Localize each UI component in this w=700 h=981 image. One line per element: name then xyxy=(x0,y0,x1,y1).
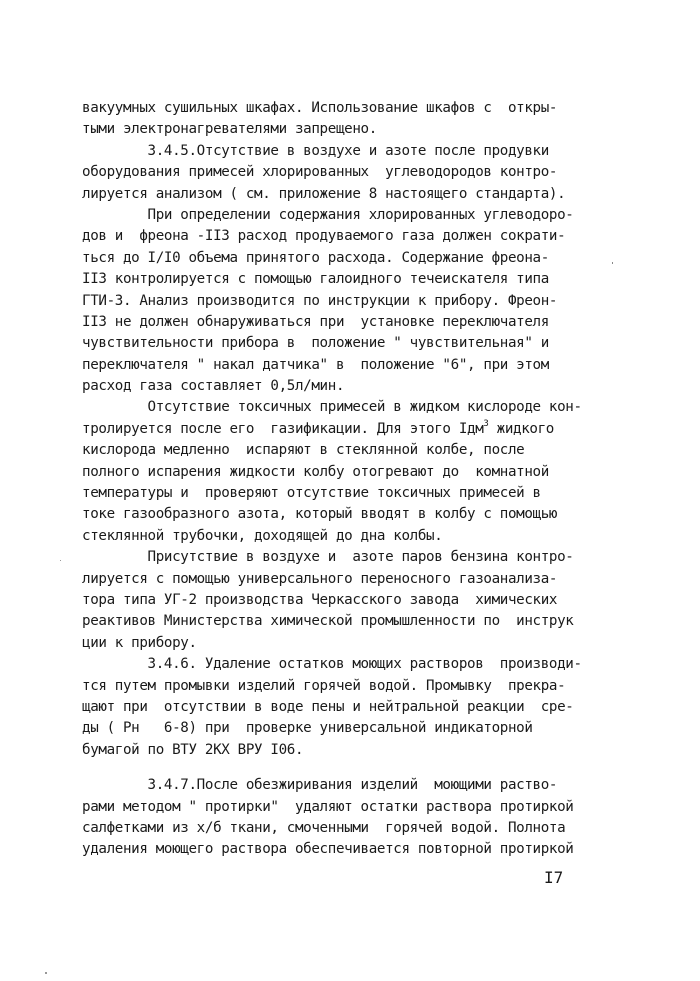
text-line xyxy=(82,355,602,376)
text-line xyxy=(82,775,602,796)
text-line-content: расход газа составляет 0,5л/мин. xyxy=(82,378,345,395)
scan-speck xyxy=(612,262,613,264)
text-line-content: тся путем промывки изделий горячей водой. Промывку прекра- xyxy=(82,677,566,694)
text-line-content: токе газообразного азота, который вводят в колбу с помощью xyxy=(82,506,558,523)
text-line-content: температуры и проверяют отсутствие токсичных примесей в xyxy=(82,485,541,502)
text-line-content: II3 не должен обнаруживаться при установке переключателя xyxy=(82,313,549,330)
text-line xyxy=(82,226,602,247)
text-line-content: полного испарения жидкости колбу отогревают до комнатной xyxy=(82,463,549,480)
text-line xyxy=(82,269,602,290)
text-line xyxy=(82,547,602,568)
text-line-content: лируется анализом ( см. приложение 8 настоящего стандарта). xyxy=(82,185,566,202)
text-line xyxy=(82,205,602,226)
text-line xyxy=(82,248,602,269)
text-line-content: ции к прибору. xyxy=(82,634,197,651)
text-line xyxy=(82,797,602,818)
text-line-content: 3.4.5.Отсутствие в воздухе и азоте после продувки xyxy=(82,142,549,159)
text-line xyxy=(82,119,602,140)
text-line xyxy=(82,376,602,397)
text-line xyxy=(82,818,602,839)
text-line-continuation: жидкого xyxy=(488,420,555,437)
text-line-content: лируется с помощью универсального переносного газоанализа- xyxy=(82,570,558,587)
text-line-content: Отсутствие токсичных примесей в жидком кислороде кон- xyxy=(82,399,582,416)
text-line-content: II3 контролируется с помощью галоидного течеискателя типа xyxy=(82,271,549,288)
text-line-content: Присутствие в воздухе и азоте паров бензина контро- xyxy=(82,549,574,566)
text-line-content: При определении содержания хлорированных углеводоро- xyxy=(82,206,574,223)
text-line xyxy=(82,419,602,440)
page-number: I7 xyxy=(544,868,564,887)
text-line xyxy=(82,697,602,718)
text-line xyxy=(82,312,602,333)
text-line-content: ГТИ-3. Анализ производится по инструкции к прибору. Фреон- xyxy=(82,292,558,309)
text-line xyxy=(82,740,602,761)
text-line xyxy=(82,504,602,525)
text-line-content: 3.4.6. Удаление остатков моющих растворов производи- xyxy=(82,656,582,673)
text-line xyxy=(82,569,602,590)
text-line-content: стеклянной трубочки, доходящей до дна колбы. xyxy=(82,527,443,544)
text-line xyxy=(82,291,602,312)
text-line-content: ды ( Рн 6-8) при проверке универсальной индикаторной xyxy=(82,720,533,737)
text-line xyxy=(82,162,602,183)
text-line xyxy=(82,462,602,483)
text-line-content: кислорода медленно испаряют в стеклянной колбе, после xyxy=(82,442,525,459)
text-line-content: оборудования примесей хлорированных углеводородов контро- xyxy=(82,164,558,181)
text-line-content: удаления моющего раствора обеспечивается повторной протиркой xyxy=(82,841,574,858)
superscript: 3 xyxy=(483,418,489,429)
scan-speck xyxy=(60,560,61,561)
text-line-content: тора типа УГ-2 производства Черкасского завода химических xyxy=(82,591,558,608)
text-line xyxy=(82,654,602,675)
scan-speck xyxy=(45,972,47,974)
text-line xyxy=(82,633,602,654)
text-line-content: переключателя " накал датчика" в положение "6", при этом xyxy=(82,356,549,373)
text-line xyxy=(82,590,602,611)
text-line xyxy=(82,483,602,504)
text-line-content: ться до I/I0 объема принятого расхода. Содержание фреона- xyxy=(82,249,549,266)
text-line xyxy=(82,98,602,119)
text-line-content: салфетками из х/б ткани, смоченными горячей водой. Полнота xyxy=(82,819,566,836)
text-line xyxy=(82,141,602,162)
text-line-content: щают при отсутствии в воде пены и нейтральной реакции сре- xyxy=(82,698,574,715)
text-line-content: бумагой по ВТУ 2КХ ВРУ I06. xyxy=(82,741,304,758)
text-line-content: чувствительности прибора в положение " чувствительная" и xyxy=(82,335,549,352)
text-line-content: тролируется после его газификации. Для этого Iдм xyxy=(82,420,484,437)
body-text xyxy=(82,98,602,861)
text-line xyxy=(82,184,602,205)
text-line xyxy=(82,611,602,632)
text-line xyxy=(82,676,602,697)
text-line xyxy=(82,397,602,418)
text-line-content: рами методом " протирки" удаляют остатки раствора протиркой xyxy=(82,798,574,815)
text-line xyxy=(82,440,602,461)
text-line xyxy=(82,839,602,860)
text-line-content: реактивов Министерства химической промышленности по инструк xyxy=(82,613,574,630)
text-line xyxy=(82,333,602,354)
text-line-content: тыми электронагревателями запрещено. xyxy=(82,121,377,138)
text-line-content: 3.4.7.После обезжиривания изделий моющими раство- xyxy=(82,777,558,794)
text-line xyxy=(82,718,602,739)
text-line xyxy=(82,526,602,547)
text-line-content: вакуумных сушильных шкафах. Использование шкафов с откры- xyxy=(82,100,558,116)
text-line-content: дов и фреона -II3 расход продуваемого газа должен сократи- xyxy=(82,228,566,245)
